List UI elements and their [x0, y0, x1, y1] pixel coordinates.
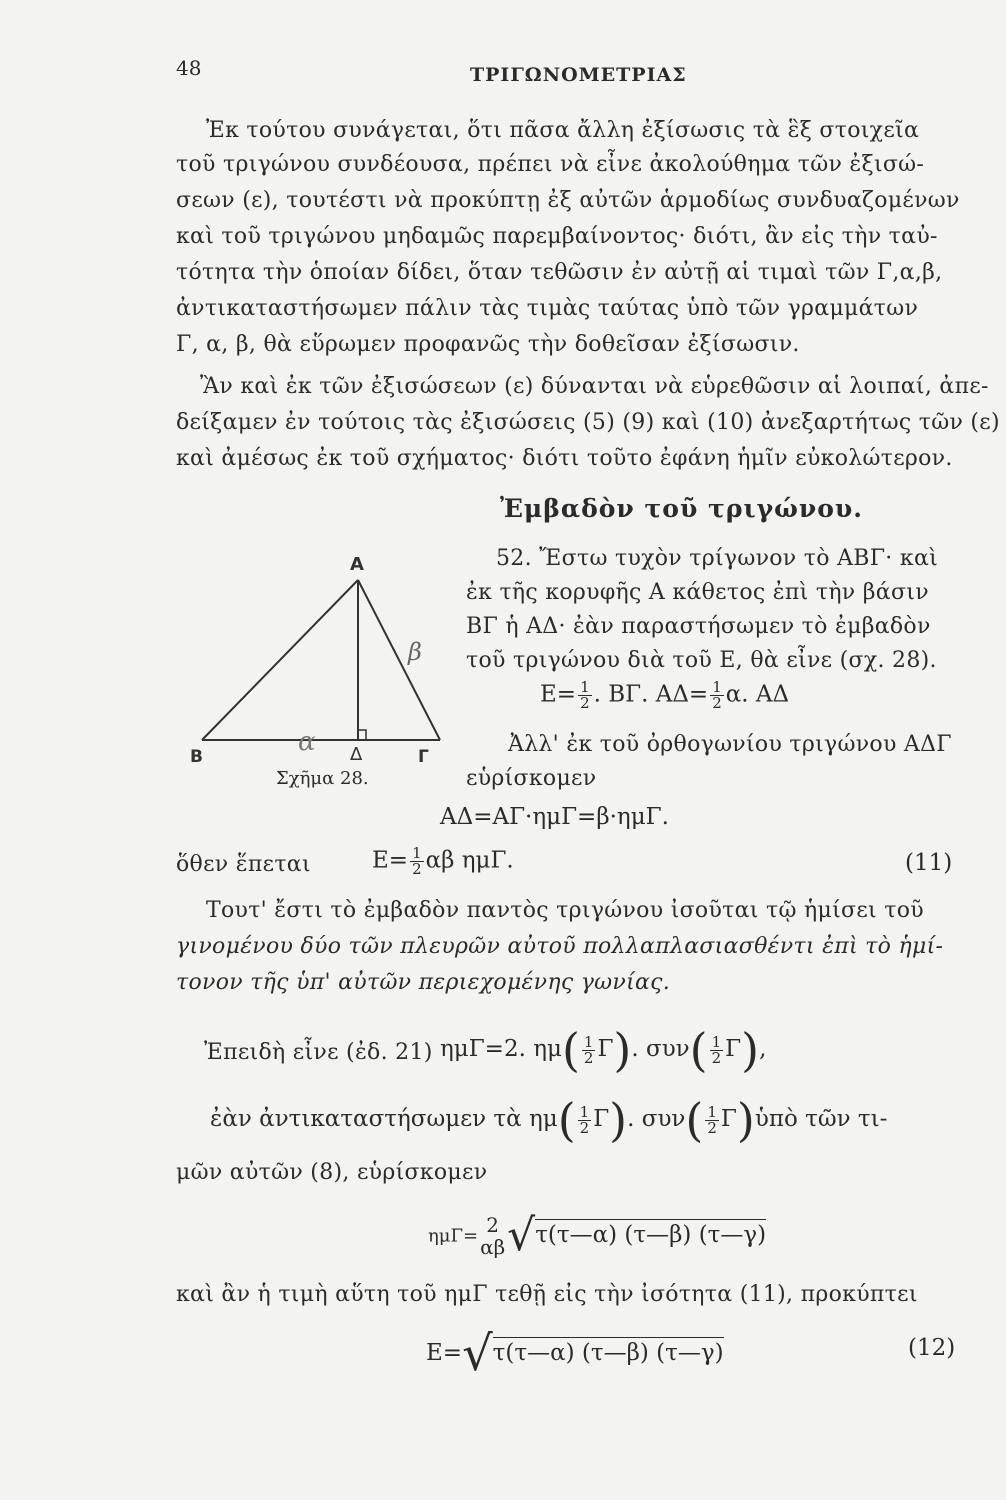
- fraction-half: [410, 846, 424, 877]
- side-ab: [202, 580, 358, 740]
- fraction-half: [710, 680, 724, 711]
- gamma-symbol: Γ: [597, 1036, 614, 1062]
- section-title: Ἐμβαδὸν τοῦ τριγώνου.: [500, 494, 863, 523]
- text-line: τοῦ τριγώνου συνδέουσα, πρέπει νὰ εἶνε ἀκολούθημα τῶν ἐξισώ-: [176, 152, 925, 177]
- equation-area-1: [540, 680, 789, 711]
- gamma-symbol: Γ: [720, 1106, 737, 1132]
- equation-11: [372, 846, 514, 877]
- eq-lhs: Ε=: [540, 681, 577, 708]
- running-title: ΤΡΙΓΩΝΟΜΕΤΡΙΑΣ: [470, 64, 687, 86]
- text-line: τονον τῆς ὑπ' αὐτῶν περιεχομένης γωνίας.: [176, 970, 671, 995]
- paren-open: (: [689, 1023, 708, 1077]
- sqrt-sign: √: [507, 1210, 536, 1261]
- side-a-handwritten-label: α: [298, 727, 316, 757]
- fraction-denominator: 2: [583, 1048, 594, 1067]
- fraction-coefficient: [480, 1214, 505, 1258]
- vertex-d-label: Δ: [350, 744, 363, 765]
- eq-sep: . συν: [631, 1036, 690, 1062]
- eq-lhs: Ε=: [426, 1340, 463, 1366]
- text-line: καὶ ἀμέσως ἐκ τοῦ σχήματος· διότι τοῦτο ἐφάνη ἡμῖν εὐκολώτερον.: [176, 446, 953, 471]
- fraction-numerator: 1: [711, 1032, 722, 1051]
- paren-close: ): [736, 1093, 755, 1147]
- eq-sep: . συν: [627, 1106, 686, 1132]
- fraction-half: [582, 1032, 596, 1067]
- paren-close: ): [609, 1093, 628, 1147]
- fraction-denominator: αβ: [480, 1234, 506, 1259]
- paren-close: ): [741, 1023, 760, 1077]
- text-line: γινομένου δύο τῶν πλευρῶν αὐτοῦ πολλαπλασιασθέντι ἐπὶ τὸ ἡμί-: [176, 934, 944, 959]
- fraction-numerator: 1: [412, 844, 422, 862]
- fraction-numerator: 1: [583, 1032, 594, 1051]
- vertex-a-label: A: [350, 554, 364, 575]
- text-line: τοῦ τριγώνου διὰ τοῦ Ε, θὰ εἶνε (σχ. 28).: [466, 648, 937, 673]
- eq-tail: ,: [759, 1036, 767, 1062]
- text-line: ἀντικαταστήσωμεν πάλιν τὰς τιμὰς ταύτας ὑπὸ τῶν γραμμάτων: [176, 296, 919, 321]
- fraction-denominator: 2: [580, 694, 590, 712]
- fraction-numerator: 1: [579, 1102, 590, 1121]
- eq-lead-text: ἐὰν ἀντικαταστήσωμεν τὰ ημ: [210, 1106, 558, 1132]
- gamma-symbol: Γ: [725, 1036, 742, 1062]
- text-line: 52. Ἔστω τυχὸν τρίγωνον τὸ ΑΒΓ· καὶ: [496, 546, 939, 571]
- figure-caption: Σχῆμα 28.: [276, 768, 369, 789]
- eq-lhs: ημΓ=2. ημ: [440, 1036, 562, 1062]
- eq-lhs: ημΓ=: [428, 1225, 479, 1247]
- side-ag: [358, 580, 440, 740]
- text-line: ΒΓ ἡ ΑΔ· ἐὰν παραστήσωμεν τὸ ἐμβαδὸν: [466, 614, 931, 639]
- text-line: καὶ ἂν ἡ τιμὴ αὕτη τοῦ ημΓ τεθῇ εἰς τὴν ἰσότητα (11), προκύπτει: [176, 1282, 918, 1307]
- paren-close: ): [613, 1023, 632, 1077]
- fraction-denominator: 2: [412, 860, 422, 878]
- paren-open: (: [561, 1023, 580, 1077]
- text-line: Γ, α, β, θὰ εὕρωμεν προφανῶς τὴν δοθεῖσαν ἐξίσωσιν.: [176, 332, 800, 357]
- fraction-half: [705, 1102, 719, 1137]
- fraction-half: [578, 680, 592, 711]
- gamma-symbol: Γ: [593, 1106, 610, 1132]
- equation-sine-heron: [428, 1210, 766, 1261]
- eq-mid: . ΒΓ. ΑΔ=: [593, 681, 709, 708]
- equation-number-12: (12): [908, 1335, 956, 1361]
- radicand: τ(τ—α) (τ—β) (τ—γ): [493, 1337, 724, 1366]
- fraction-denominator: 2: [707, 1118, 717, 1137]
- equation-number-11: (11): [905, 850, 953, 876]
- text-line: καὶ τοῦ τριγώνου μηδαμῶς παρεμβαίνοντος· διότι, ἂν εἰς τὴν ταὐ-: [176, 224, 938, 249]
- text-line: Ἂν καὶ ἐκ τῶν ἐξισώσεων (ε) δύνανται νὰ εὑρεθῶσιν αἱ λοιπαί, ἀπε-: [200, 374, 989, 399]
- sqrt-sign: √: [462, 1326, 493, 1382]
- equation-heron: [426, 1326, 724, 1382]
- page-number: 48: [176, 56, 202, 80]
- fraction-half: [710, 1032, 724, 1067]
- eq-lhs: Ε=: [372, 847, 409, 874]
- eq-rhs: α. ΑΔ: [725, 681, 790, 708]
- text-line: δείξαμεν ἐν τούτοις τὰς ἐξισώσεις (5) (9) καὶ (10) ἀνεξαρτήτως τῶν (ε): [176, 410, 1000, 435]
- vertex-b-label: B: [190, 747, 203, 767]
- fraction-half: [578, 1102, 592, 1137]
- text-line: Ἀλλ' ἐκ τοῦ ὀρθογωνίου τριγώνου ΑΔΓ: [508, 732, 952, 757]
- fraction-denominator: 2: [711, 1048, 722, 1067]
- equation-double-angle: [440, 1023, 767, 1077]
- equation-substitution: [210, 1093, 888, 1147]
- text-line: εὑρίσκομεν: [466, 766, 597, 791]
- eq-tail: ὑπὸ τῶν τι-: [754, 1106, 888, 1132]
- fraction-numerator: 2: [486, 1212, 499, 1237]
- radicand: τ(τ—α) (τ—β) (τ—γ): [535, 1219, 766, 1248]
- fraction-numerator: 1: [580, 678, 590, 696]
- paren-open: (: [685, 1093, 704, 1147]
- eq-lead-text: Ἐπειδὴ εἶνε (ἐδ. 21): [204, 1040, 433, 1065]
- fraction-denominator: 2: [579, 1118, 590, 1137]
- eq-rhs: αβ ημΓ.: [425, 847, 514, 874]
- fraction-denominator: 2: [712, 694, 722, 712]
- paren-open: (: [557, 1093, 576, 1147]
- text-line: ἐκ τῆς κορυφῆς Α κάθετος ἐπὶ τὴν βάσιν: [466, 580, 929, 605]
- eq-lead-text: ὅθεν ἕπεται: [176, 852, 311, 877]
- text-line: σεων (ε), τουτέστι νὰ προκύπτῃ ἐξ αὐτῶν ἁρμοδίως συνδυαζομένων: [176, 188, 960, 213]
- text-line: Τουτ' ἔστι τὸ ἐμβαδὸν παντὸς τριγώνου ἰσοῦται τῷ ἡμίσει τοῦ: [206, 898, 924, 923]
- fraction-numerator: 1: [707, 1102, 717, 1121]
- text-line: τότητα τὴν ὁποίαν δίδει, ὅταν τεθῶσιν ἐν αὐτῇ αἱ τιμαὶ τῶν Γ,α,β,: [176, 260, 943, 285]
- side-b-handwritten-label: β: [408, 638, 422, 666]
- equation-altitude: ΑΔ=ΑΓ·ημΓ=β·ημΓ.: [440, 804, 669, 830]
- text-line: μῶν αὐτῶν (8), εὑρίσκομεν: [176, 1160, 488, 1185]
- fraction-numerator: 1: [712, 678, 722, 696]
- right-angle-mark: [358, 730, 366, 740]
- vertex-g-label: Γ: [418, 747, 429, 767]
- triangle-figure: [190, 550, 450, 790]
- text-line: Ἐκ τούτου συνάγεται, ὅτι πᾶσα ἄλλη ἐξίσωσις τὰ ἓξ στοιχεῖα: [206, 118, 920, 143]
